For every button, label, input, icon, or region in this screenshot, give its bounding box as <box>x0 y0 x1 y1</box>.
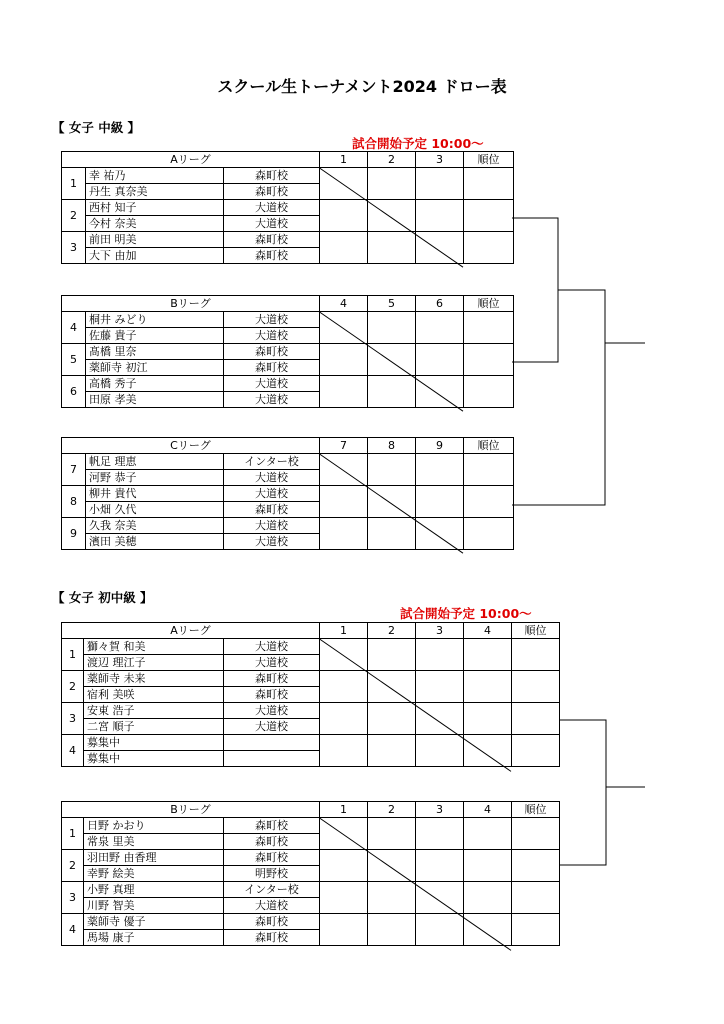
match-column-header: 4 <box>464 802 512 818</box>
team-number: 2 <box>62 671 84 703</box>
result-cell <box>416 639 464 671</box>
result-cell <box>368 639 416 671</box>
player-name: 今村 奈美 <box>86 216 224 232</box>
rank-cell <box>464 376 514 408</box>
rank-cell <box>464 168 514 200</box>
player-row <box>62 818 560 834</box>
player-school: インター校 <box>224 882 320 898</box>
player-name: 安東 浩子 <box>84 703 224 719</box>
match-column-header: 8 <box>368 438 416 454</box>
player-row <box>62 639 560 655</box>
player-row <box>62 344 514 360</box>
rank-cell <box>512 882 560 914</box>
team-number: 2 <box>62 850 84 882</box>
player-school: 森町校 <box>224 687 320 703</box>
player-school: 明野校 <box>224 866 320 882</box>
result-cell <box>416 818 464 850</box>
rank-cell <box>512 639 560 671</box>
team-number: 8 <box>62 486 86 518</box>
result-cell <box>320 454 368 486</box>
player-name: 前田 明美 <box>86 232 224 248</box>
player-school: 大道校 <box>224 518 320 534</box>
result-cell <box>368 376 416 408</box>
result-cell <box>320 914 368 946</box>
player-name: 宿利 美咲 <box>84 687 224 703</box>
player-name: 高橋 秀子 <box>86 376 224 392</box>
rank-cell <box>464 518 514 550</box>
match-column-header: 4 <box>320 296 368 312</box>
player-school: 森町校 <box>224 184 320 200</box>
player-school: 大道校 <box>224 470 320 486</box>
player-row <box>62 914 560 930</box>
player-school: 大道校 <box>224 312 320 328</box>
result-cell <box>320 882 368 914</box>
result-cell <box>416 312 464 344</box>
league-name: Aリーグ <box>62 623 320 639</box>
page-title: スクール生トーナメント2024 ドロー表 <box>217 77 507 96</box>
league-table-0-Bリーグ <box>61 295 514 408</box>
result-cell <box>368 818 416 850</box>
result-cell <box>464 735 512 767</box>
player-row <box>62 168 514 184</box>
player-school: 森町校 <box>224 850 320 866</box>
league-table-0-Aリーグ <box>61 151 514 264</box>
player-row <box>62 454 514 470</box>
player-school: インター校 <box>224 454 320 470</box>
result-cell <box>368 486 416 518</box>
result-cell <box>416 376 464 408</box>
result-cell <box>464 639 512 671</box>
result-cell <box>320 486 368 518</box>
player-row <box>62 486 514 502</box>
rank-cell <box>464 486 514 518</box>
rank-cell <box>464 312 514 344</box>
league-name: Cリーグ <box>62 438 320 454</box>
team-number: 7 <box>62 454 86 486</box>
result-cell <box>320 850 368 882</box>
result-cell <box>464 703 512 735</box>
rank-cell <box>512 735 560 767</box>
player-school: 森町校 <box>224 834 320 850</box>
result-cell <box>416 200 464 232</box>
player-school: 大道校 <box>224 328 320 344</box>
player-name: 髙橋 里奈 <box>86 344 224 360</box>
league-name: Bリーグ <box>62 296 320 312</box>
result-cell <box>416 914 464 946</box>
match-column-header: 5 <box>368 296 416 312</box>
match-column-header: 2 <box>368 802 416 818</box>
result-cell <box>464 818 512 850</box>
player-name: 小畑 久代 <box>86 502 224 518</box>
player-name: 桐井 みどり <box>86 312 224 328</box>
player-school: 森町校 <box>224 248 320 264</box>
player-name: 小野 真理 <box>84 882 224 898</box>
bracket-connector-ab-c <box>512 290 605 505</box>
team-number: 3 <box>62 232 86 264</box>
player-school: 大道校 <box>224 655 320 671</box>
player-school: 森町校 <box>224 818 320 834</box>
match-column-header: 2 <box>368 152 416 168</box>
result-cell <box>320 168 368 200</box>
player-row <box>62 232 514 248</box>
player-school: 大道校 <box>224 898 320 914</box>
result-cell <box>368 882 416 914</box>
result-cell <box>416 168 464 200</box>
result-cell <box>368 914 416 946</box>
result-cell <box>368 735 416 767</box>
league-name: Aリーグ <box>62 152 320 168</box>
match-column-header: 4 <box>464 623 512 639</box>
player-row <box>62 376 514 392</box>
result-cell <box>320 312 368 344</box>
player-school: 大道校 <box>224 534 320 550</box>
player-school: 森町校 <box>224 930 320 946</box>
result-cell <box>368 200 416 232</box>
result-cell <box>320 344 368 376</box>
result-cell <box>320 518 368 550</box>
player-row <box>62 850 560 866</box>
bracket-connector-ab-beginner <box>560 720 606 865</box>
result-cell <box>320 735 368 767</box>
bracket-connector-a-b <box>512 218 558 362</box>
player-name: 二宮 順子 <box>84 719 224 735</box>
rank-column-header: 順位 <box>464 438 514 454</box>
player-row <box>62 518 514 534</box>
result-cell <box>464 882 512 914</box>
match-column-header: 1 <box>320 152 368 168</box>
player-school: 大道校 <box>224 392 320 408</box>
rank-column-header: 順位 <box>464 296 514 312</box>
result-cell <box>464 850 512 882</box>
player-name: 幸野 絵美 <box>84 866 224 882</box>
result-cell <box>416 486 464 518</box>
player-name: 帆足 理恵 <box>86 454 224 470</box>
league-table-1-Bリーグ <box>61 801 560 946</box>
result-cell <box>368 850 416 882</box>
rank-cell <box>464 344 514 376</box>
rank-cell <box>512 850 560 882</box>
result-cell <box>368 168 416 200</box>
player-row <box>62 200 514 216</box>
team-number: 4 <box>62 735 84 767</box>
result-cell <box>416 850 464 882</box>
result-cell <box>320 376 368 408</box>
player-name: 丹生 真奈美 <box>86 184 224 200</box>
start-time-beginner-intermediate: 試合開始予定 10:00～ <box>400 606 532 621</box>
rank-column-header: 順位 <box>512 623 560 639</box>
player-name: 日野 かおり <box>84 818 224 834</box>
player-name: 羽田野 由香理 <box>84 850 224 866</box>
player-name: 河野 恭子 <box>86 470 224 486</box>
match-column-header: 2 <box>368 623 416 639</box>
player-school: 大道校 <box>224 486 320 502</box>
player-name: 西村 知子 <box>86 200 224 216</box>
player-school: 森町校 <box>224 232 320 248</box>
match-column-header: 1 <box>320 623 368 639</box>
player-row <box>62 882 560 898</box>
team-number: 3 <box>62 703 84 735</box>
player-name: 募集中 <box>84 735 224 751</box>
section-heading-beginner-intermediate: 【 女子 初中級 】 <box>52 590 153 605</box>
player-row <box>62 703 560 719</box>
player-name: 幸 祐乃 <box>86 168 224 184</box>
team-number: 4 <box>62 312 86 344</box>
player-school: 大道校 <box>224 703 320 719</box>
team-number: 1 <box>62 639 84 671</box>
match-column-header: 7 <box>320 438 368 454</box>
player-name: 獅々賀 和美 <box>84 639 224 655</box>
result-cell <box>416 232 464 264</box>
section-heading-intermediate: 【 女子 中級 】 <box>52 120 141 135</box>
result-cell <box>416 518 464 550</box>
rank-cell <box>512 703 560 735</box>
team-number: 9 <box>62 518 86 550</box>
result-cell <box>320 818 368 850</box>
result-cell <box>320 671 368 703</box>
player-school: 森町校 <box>224 914 320 930</box>
player-name: 募集中 <box>84 751 224 767</box>
result-cell <box>368 312 416 344</box>
team-number: 1 <box>62 818 84 850</box>
team-number: 6 <box>62 376 86 408</box>
result-cell <box>368 703 416 735</box>
result-cell <box>368 454 416 486</box>
result-cell <box>416 882 464 914</box>
match-column-header: 3 <box>416 623 464 639</box>
player-row <box>62 735 560 751</box>
league-name: Bリーグ <box>62 802 320 818</box>
player-school: 大道校 <box>224 639 320 655</box>
player-name: 佐藤 貴子 <box>86 328 224 344</box>
result-cell <box>464 671 512 703</box>
rank-cell <box>512 914 560 946</box>
match-column-header: 3 <box>416 802 464 818</box>
player-name: 久我 奈美 <box>86 518 224 534</box>
result-cell <box>416 454 464 486</box>
result-cell <box>416 703 464 735</box>
result-cell <box>416 735 464 767</box>
player-school: 森町校 <box>224 671 320 687</box>
result-cell <box>416 671 464 703</box>
player-row <box>62 671 560 687</box>
player-name: 薬師寺 未来 <box>84 671 224 687</box>
rank-column-header: 順位 <box>464 152 514 168</box>
team-number: 3 <box>62 882 84 914</box>
player-name: 常泉 里美 <box>84 834 224 850</box>
league-table-1-Aリーグ <box>61 622 560 767</box>
player-school: 森町校 <box>224 344 320 360</box>
player-row <box>62 312 514 328</box>
rank-cell <box>512 671 560 703</box>
result-cell <box>368 232 416 264</box>
player-name: 川野 智美 <box>84 898 224 914</box>
team-number: 4 <box>62 914 84 946</box>
result-cell <box>320 232 368 264</box>
match-column-header: 3 <box>416 152 464 168</box>
player-school: 大道校 <box>224 200 320 216</box>
player-school: 大道校 <box>224 719 320 735</box>
player-school: 大道校 <box>224 376 320 392</box>
result-cell <box>320 703 368 735</box>
rank-cell <box>464 454 514 486</box>
match-column-header: 1 <box>320 802 368 818</box>
result-cell <box>368 671 416 703</box>
rank-cell <box>464 200 514 232</box>
result-cell <box>464 914 512 946</box>
rank-column-header: 順位 <box>512 802 560 818</box>
player-name: 田原 孝美 <box>86 392 224 408</box>
team-number: 2 <box>62 200 86 232</box>
player-school <box>224 751 320 767</box>
result-cell <box>320 200 368 232</box>
player-name: 渡辺 理江子 <box>84 655 224 671</box>
player-name: 大下 由加 <box>86 248 224 264</box>
player-school <box>224 735 320 751</box>
result-cell <box>368 344 416 376</box>
result-cell <box>416 344 464 376</box>
team-number: 5 <box>62 344 86 376</box>
player-name: 濱田 美穂 <box>86 534 224 550</box>
player-school: 大道校 <box>224 216 320 232</box>
player-name: 柳井 貴代 <box>86 486 224 502</box>
result-cell <box>368 518 416 550</box>
rank-cell <box>464 232 514 264</box>
start-time-intermediate: 試合開始予定 10:00～ <box>352 136 484 151</box>
player-name: 薬師寺 優子 <box>84 914 224 930</box>
result-cell <box>320 639 368 671</box>
player-school: 森町校 <box>224 360 320 376</box>
player-name: 薬師寺 初江 <box>86 360 224 376</box>
team-number: 1 <box>62 168 86 200</box>
match-column-header: 6 <box>416 296 464 312</box>
player-name: 馬場 康子 <box>84 930 224 946</box>
rank-cell <box>512 818 560 850</box>
league-table-0-Cリーグ <box>61 437 514 550</box>
player-school: 森町校 <box>224 168 320 184</box>
match-column-header: 9 <box>416 438 464 454</box>
player-school: 森町校 <box>224 502 320 518</box>
